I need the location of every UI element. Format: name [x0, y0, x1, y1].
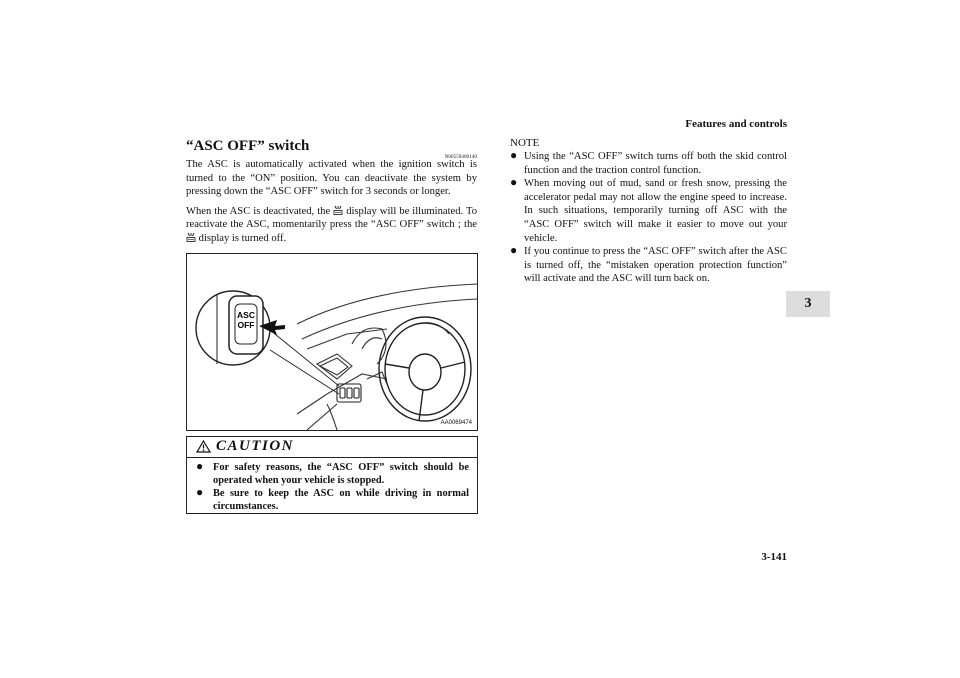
- dashboard-drawing: [187, 254, 477, 430]
- paragraph-2-part-2: display will be illuminated. To reactivate the ASC, momentarily press the “ASC OFF” switch ; the: [186, 205, 478, 231]
- caution-box: [186, 436, 478, 514]
- section-code: N00559400140: [444, 155, 477, 160]
- warning-triangle-icon: [196, 440, 211, 453]
- bullet-icon: ●: [510, 148, 518, 162]
- button-label-off: OFF: [237, 320, 255, 330]
- asc-off-indicator-icon: [333, 205, 343, 215]
- chapter-tab: 3: [786, 291, 830, 317]
- left-column: [186, 138, 477, 246]
- paragraph-2-part-3: display is turned off.: [198, 232, 287, 244]
- paragraph-2: [186, 205, 477, 246]
- asc-off-indicator-icon: [186, 232, 196, 242]
- caution-label: CAUTION: [216, 438, 295, 454]
- note-item: [510, 150, 787, 177]
- figure-code: AA0069474: [440, 420, 472, 426]
- note-list: [510, 150, 787, 286]
- section-title: “ASC OFF” switch: [186, 138, 310, 154]
- bullet-icon: ●: [510, 243, 518, 258]
- caution-item: [195, 487, 469, 513]
- right-column: [510, 137, 787, 286]
- page-number: 3-141: [761, 551, 787, 563]
- caution-item-text: Be sure to keep the ASC on while driving in normal circumstances.: [213, 488, 469, 512]
- note-heading: NOTE: [510, 137, 540, 149]
- caution-header: [187, 437, 477, 458]
- caution-list: [187, 461, 477, 513]
- asc-switch-illustration: [186, 253, 478, 431]
- caution-item: [195, 461, 469, 487]
- caution-item-text: For safety reasons, the “ASC OFF” switch should be operated when your vehicle is stopped.: [213, 462, 469, 486]
- bullet-icon: ●: [196, 459, 204, 473]
- bullet-icon: ●: [196, 485, 204, 499]
- note-item-text: Using the “ASC OFF” switch turns off both the skid control function and the traction control function.: [524, 151, 787, 176]
- bullet-icon: ●: [510, 175, 518, 190]
- paragraph-1: The ASC is automatically activated when the ignition switch is turned to the “ON” position. You can deactivate the system by pressing down the “ASC OFF” switch for 3 seconds or longer.: [186, 159, 477, 198]
- note-item: [510, 177, 787, 245]
- paragraph-2-part-1: When the ASC is deactivated, the: [186, 205, 331, 217]
- button-label-asc: ASC: [237, 310, 255, 320]
- page-header-title: Features and controls: [685, 118, 787, 130]
- note-item-text: If you continue to press the “ASC OFF” switch after the ASC is turned off, the “mistaken operation protection function” will activate and the ASC will turn back on.: [524, 246, 787, 285]
- note-item-text: When moving out of mud, sand or fresh snow, pressing the accelerator pedal may not allow the engine speed to increase. In such situations, temporarily turning off ASC with the “ASC OFF” switch will make it easier to move out your vehicle.: [524, 178, 787, 244]
- note-item: [510, 245, 787, 286]
